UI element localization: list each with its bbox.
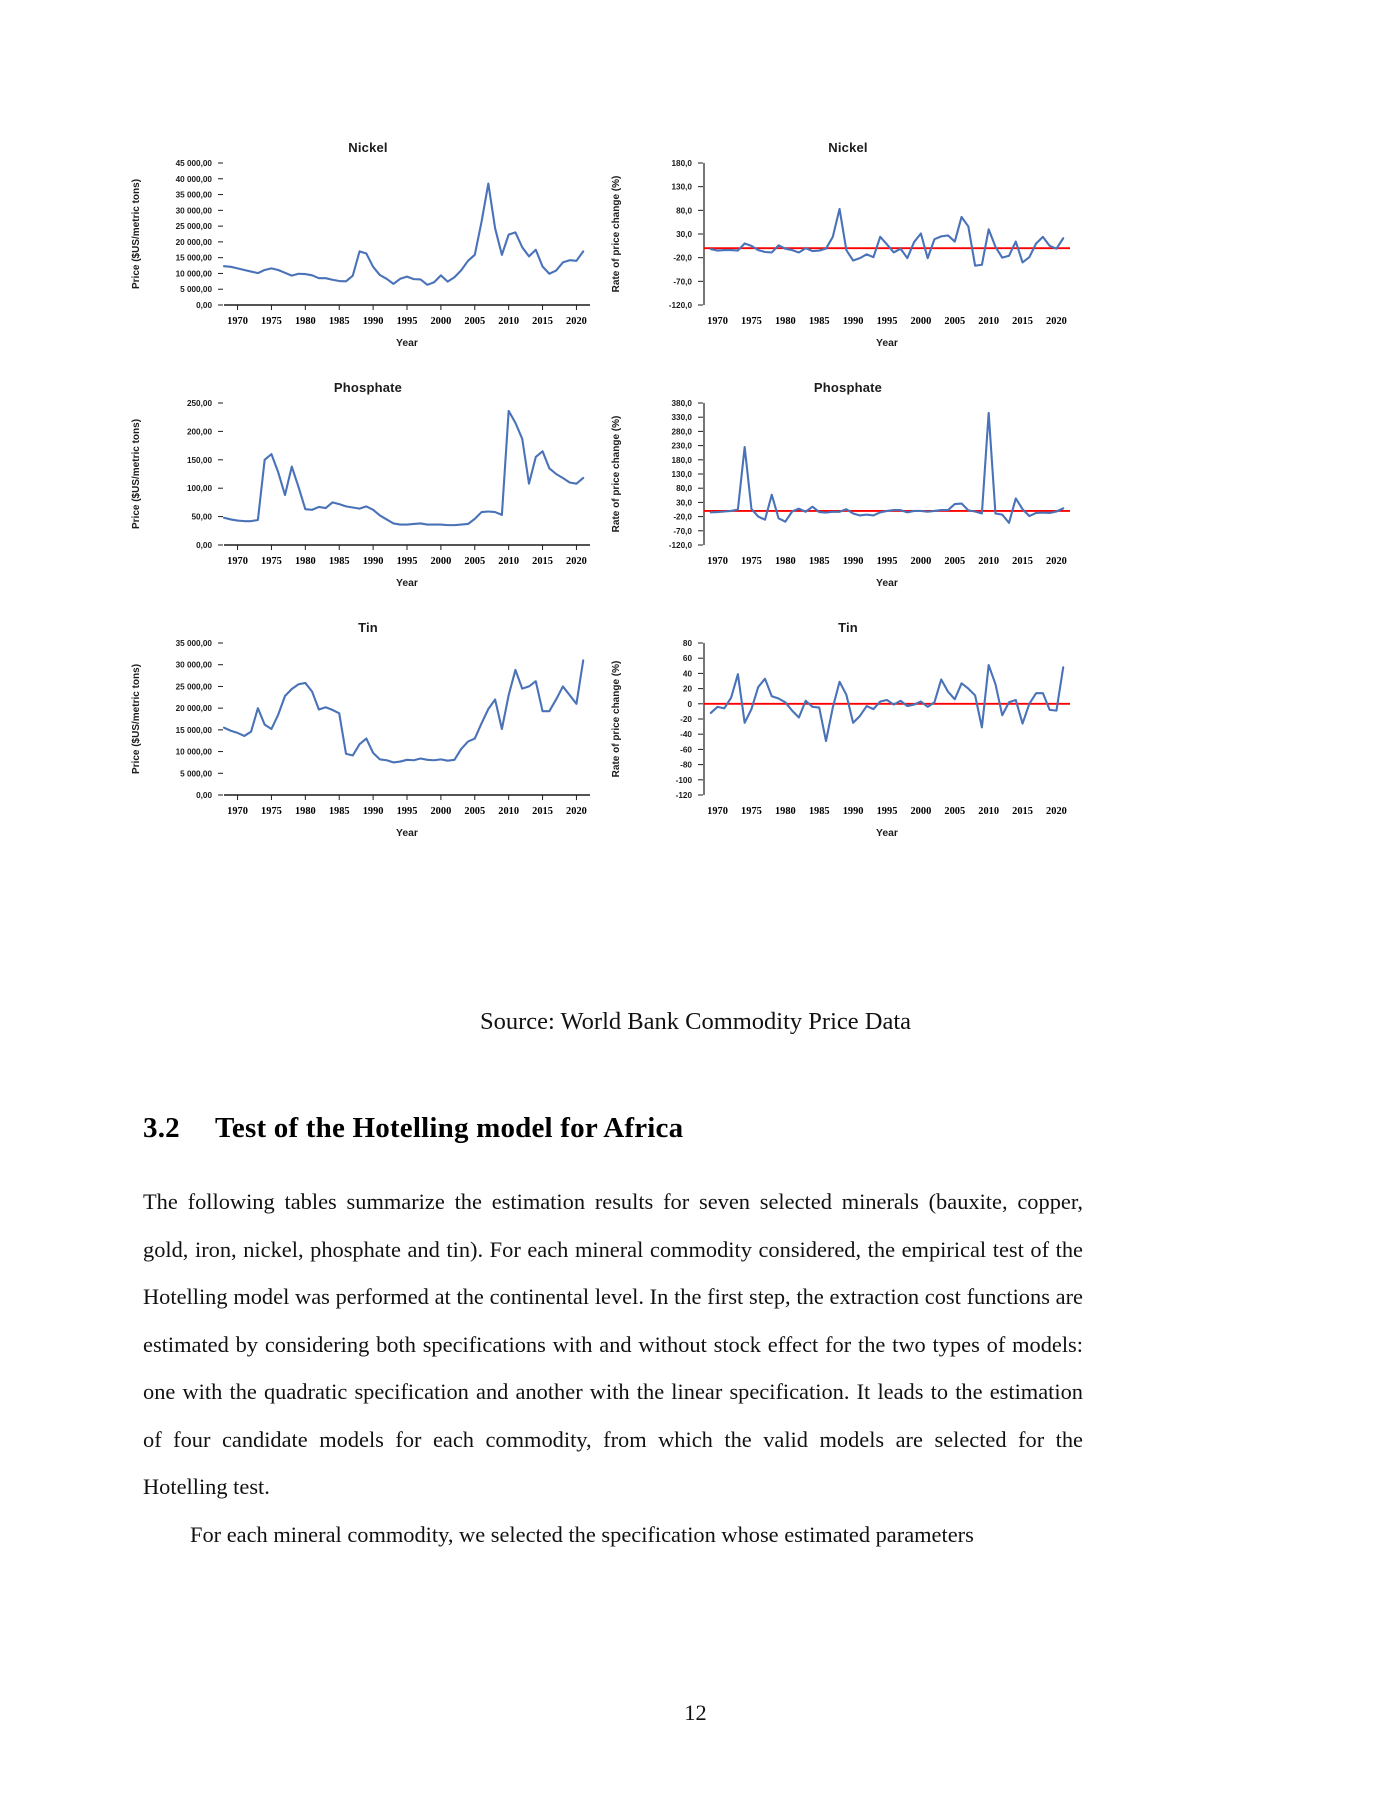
y-axis-title: Price ($US/metric tons) xyxy=(131,418,142,530)
data-series-line xyxy=(711,413,1063,523)
y-tick-label: -20,0 xyxy=(673,253,692,263)
x-tick-label: 1970 xyxy=(227,316,248,327)
x-tick-label: 2020 xyxy=(566,556,587,567)
y-axis-title: Rate of price change (%) xyxy=(611,415,622,533)
chart-nickel-rate xyxy=(608,140,1088,380)
chart-title: Tin xyxy=(358,620,378,635)
x-tick-label: 2000 xyxy=(910,806,932,817)
x-tick-label: 1980 xyxy=(294,556,316,567)
phosphate-price-svg xyxy=(128,397,598,597)
paragraph-2: For each mineral commodity, we selected the specification whose estimated parameters xyxy=(190,1521,974,1547)
x-tick-label: 2010 xyxy=(498,806,520,817)
x-tick-label: 2005 xyxy=(944,556,966,567)
y-tick-label: 130,0 xyxy=(671,182,692,192)
x-tick-label: 1995 xyxy=(876,806,898,817)
y-tick-label: 20 xyxy=(682,684,692,694)
chart-title: Nickel xyxy=(348,140,388,155)
y-tick-label: 380,0 xyxy=(671,399,692,408)
x-tick-label: 1970 xyxy=(227,806,248,817)
x-tick-label: 2010 xyxy=(498,556,520,567)
body-text xyxy=(143,1178,1083,1558)
x-tick-label: 1975 xyxy=(261,556,282,567)
y-tick-label: 35 000,00 xyxy=(175,190,212,200)
x-tick-label: 1990 xyxy=(362,556,384,567)
y-tick-label: 330,0 xyxy=(671,413,692,423)
y-tick-label: 280,0 xyxy=(671,427,692,437)
x-tick-label: 1980 xyxy=(774,316,796,327)
x-tick-label: 2015 xyxy=(532,806,553,817)
y-tick-label: -70,0 xyxy=(673,526,692,536)
x-tick-label: 2000 xyxy=(430,316,452,327)
y-tick-label: 0,00 xyxy=(196,301,212,310)
x-tick-label: 2010 xyxy=(978,556,1000,567)
y-tick-label: 35 000,00 xyxy=(175,639,212,648)
y-tick-label: 10 000,00 xyxy=(175,747,212,757)
x-tick-label: 1975 xyxy=(741,806,762,817)
x-tick-label: 1990 xyxy=(842,806,864,817)
y-tick-label: 25 000,00 xyxy=(175,222,212,232)
chart-title: Nickel xyxy=(828,140,868,155)
x-tick-label: 1995 xyxy=(396,806,418,817)
x-tick-label: 2000 xyxy=(910,316,932,327)
y-axis-title: Price ($US/metric tons) xyxy=(131,663,142,775)
tin-rate-svg xyxy=(608,637,1078,847)
chart-tin-rate xyxy=(608,620,1088,870)
section-number: 3.2 xyxy=(143,1112,180,1144)
x-tick-label: 1995 xyxy=(396,556,418,567)
data-series-line xyxy=(224,660,583,762)
nickel-price-svg xyxy=(128,157,598,357)
x-tick-label: 2010 xyxy=(498,316,520,327)
x-tick-label: 2005 xyxy=(464,556,486,567)
x-tick-label: 2015 xyxy=(532,316,553,327)
x-tick-label: 2000 xyxy=(430,806,452,817)
x-tick-label: 1975 xyxy=(741,316,762,327)
x-tick-label: 2020 xyxy=(566,316,587,327)
y-tick-label: -20,0 xyxy=(673,512,692,522)
x-tick-label: 2010 xyxy=(978,316,1000,327)
section-title: Test of the Hotelling model for Africa xyxy=(215,1112,684,1144)
x-tick-label: 1985 xyxy=(808,556,830,567)
source-caption: Source: World Bank Commodity Price Data xyxy=(479,1008,912,1035)
x-tick-label: 1975 xyxy=(261,316,282,327)
y-tick-label: 5 000,00 xyxy=(180,769,212,779)
x-tick-label: 1980 xyxy=(294,316,316,327)
section-heading xyxy=(143,1112,1143,1145)
paragraph-1: The following tables summarize the estimation results for seven selected minerals (bauxite, copper, gold, iron, nickel, phosphate and tin). For each mineral commodity considered, the empirical test of the Hotelling model was performed at the continental level. In the first step, the extraction cost functions are estimated by considering both specifications with and without stock effect for the two types of models: one with the quadratic specification and another with the linear specification. It leads to the estimation of four candidate models for each commodity, from which the valid models are selected for the Hotelling test. xyxy=(143,1189,1083,1499)
x-tick-label: 2000 xyxy=(910,556,932,567)
y-tick-label: -80 xyxy=(680,760,692,770)
x-tick-label: 2020 xyxy=(1046,556,1067,567)
phosphate-rate-svg xyxy=(608,397,1078,597)
x-tick-label: 1980 xyxy=(774,556,796,567)
y-tick-label: -70,0 xyxy=(673,277,692,287)
y-tick-label: 180,0 xyxy=(671,159,692,168)
x-tick-label: 1975 xyxy=(741,556,762,567)
y-tick-label: 15 000,00 xyxy=(175,253,212,263)
y-tick-label: 20 000,00 xyxy=(175,237,212,247)
y-tick-label: 40 000,00 xyxy=(175,174,212,184)
data-series-line xyxy=(224,184,583,285)
y-tick-label: 45 000,00 xyxy=(175,159,212,168)
chart-nickel-price xyxy=(128,140,608,380)
y-tick-label: -100 xyxy=(675,775,692,785)
x-axis-title: Year xyxy=(876,578,898,589)
x-tick-label: 2020 xyxy=(1046,806,1067,817)
x-tick-label: 2015 xyxy=(1012,556,1033,567)
x-tick-label: 2005 xyxy=(944,806,966,817)
y-tick-label: -120,0 xyxy=(668,301,692,310)
x-tick-label: 1985 xyxy=(328,806,350,817)
y-tick-label: 25 000,00 xyxy=(175,682,212,692)
x-tick-label: 1970 xyxy=(227,556,248,567)
y-tick-label: 30,0 xyxy=(676,498,692,508)
y-tick-label: 15 000,00 xyxy=(175,725,212,735)
y-axis-title: Rate of price change (%) xyxy=(611,660,622,778)
y-tick-label: 80,0 xyxy=(676,484,692,494)
x-tick-label: 1995 xyxy=(876,556,898,567)
y-tick-label: 80 xyxy=(682,639,692,648)
y-tick-label: 250,00 xyxy=(186,399,212,408)
y-tick-label: 30 000,00 xyxy=(175,660,212,670)
data-series-line xyxy=(224,411,583,525)
x-tick-label: 1990 xyxy=(362,316,384,327)
y-tick-label: 0,00 xyxy=(196,791,212,800)
x-tick-label: 1995 xyxy=(876,316,898,327)
y-tick-label: 0,00 xyxy=(196,541,212,550)
y-axis-title: Rate of price change (%) xyxy=(611,175,622,293)
x-tick-label: 1980 xyxy=(294,806,316,817)
x-tick-label: 2005 xyxy=(464,316,486,327)
nickel-rate-svg xyxy=(608,157,1078,357)
data-series-line xyxy=(711,209,1063,266)
y-tick-label: -60 xyxy=(680,745,692,755)
chart-phosphate-rate xyxy=(608,380,1088,620)
x-tick-label: 1990 xyxy=(842,316,864,327)
y-tick-label: 10 000,00 xyxy=(175,269,212,279)
y-tick-label: 30 000,00 xyxy=(175,206,212,216)
x-tick-label: 2015 xyxy=(1012,316,1033,327)
x-tick-label: 2020 xyxy=(566,806,587,817)
x-tick-label: 1990 xyxy=(842,556,864,567)
y-tick-label: 200,00 xyxy=(186,427,212,437)
commodity-price-figure xyxy=(128,140,1088,880)
y-tick-label: 50,00 xyxy=(191,512,212,522)
y-tick-label: 180,0 xyxy=(671,455,692,465)
x-tick-label: 2015 xyxy=(532,556,553,567)
x-tick-label: 1985 xyxy=(808,316,830,327)
chart-phosphate-price xyxy=(128,380,608,620)
y-tick-label: 40 xyxy=(682,669,692,679)
x-tick-label: 2020 xyxy=(1046,316,1067,327)
tin-price-svg xyxy=(128,637,598,847)
y-tick-label: 60 xyxy=(682,654,692,664)
y-axis-title: Price ($US/metric tons) xyxy=(131,178,142,290)
y-tick-label: -120 xyxy=(675,791,692,800)
chart-grid xyxy=(128,140,1088,870)
x-tick-label: 1985 xyxy=(328,316,350,327)
x-tick-label: 1995 xyxy=(396,316,418,327)
x-axis-title: Year xyxy=(396,578,418,589)
chart-tin-price xyxy=(128,620,608,870)
chart-title: Phosphate xyxy=(333,380,403,395)
x-tick-label: 2005 xyxy=(944,316,966,327)
x-tick-label: 1970 xyxy=(707,556,728,567)
y-tick-label: -20 xyxy=(680,715,692,724)
y-tick-label: 0 xyxy=(687,699,692,709)
chart-title: Phosphate xyxy=(813,380,883,395)
y-tick-label: 130,0 xyxy=(671,470,692,479)
y-tick-label: 5 000,00 xyxy=(180,285,212,295)
y-tick-label: 100,00 xyxy=(186,484,212,494)
x-axis-title: Year xyxy=(876,828,898,839)
x-tick-label: 1975 xyxy=(261,806,282,817)
x-tick-label: 2010 xyxy=(978,806,1000,817)
y-tick-label: 20 000,00 xyxy=(175,704,212,714)
y-tick-label: 30,0 xyxy=(676,230,692,239)
x-tick-label: 1970 xyxy=(707,806,728,817)
y-tick-label: -120,0 xyxy=(668,541,692,550)
chart-title: Tin xyxy=(838,620,858,635)
y-tick-label: 80,0 xyxy=(676,206,692,216)
x-tick-label: 1990 xyxy=(362,806,384,817)
x-tick-label: 2005 xyxy=(464,806,486,817)
y-tick-label: 230,0 xyxy=(671,441,692,451)
x-tick-label: 1970 xyxy=(707,316,728,327)
x-tick-label: 1980 xyxy=(774,806,796,817)
x-tick-label: 1985 xyxy=(328,556,350,567)
x-tick-label: 2000 xyxy=(430,556,452,567)
page-number: 12 xyxy=(684,1700,707,1725)
x-axis-title: Year xyxy=(396,338,418,349)
x-tick-label: 2015 xyxy=(1012,806,1033,817)
y-tick-label: 150,00 xyxy=(186,455,212,465)
y-tick-label: -40 xyxy=(680,730,692,740)
x-tick-label: 1985 xyxy=(808,806,830,817)
x-axis-title: Year xyxy=(876,338,898,349)
x-axis-title: Year xyxy=(396,828,418,839)
